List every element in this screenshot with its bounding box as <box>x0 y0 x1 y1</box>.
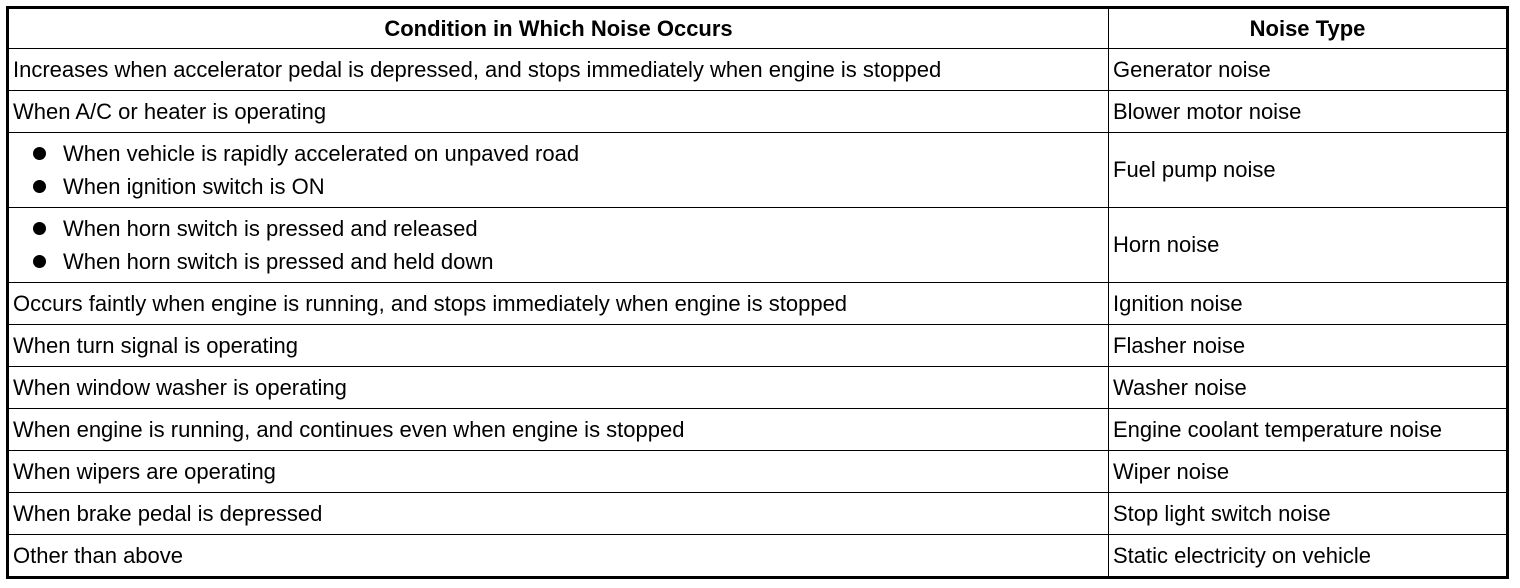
bullet-icon <box>33 147 46 160</box>
noise-type-cell: Fuel pump noise <box>1109 133 1508 208</box>
condition-cell: When A/C or heater is operating <box>8 91 1109 133</box>
bullet-item <box>13 170 1104 203</box>
table-row <box>8 535 1508 578</box>
table-row <box>8 367 1508 409</box>
noise-type-cell: Blower motor noise <box>1109 91 1508 133</box>
header-noise-type: Noise Type <box>1109 8 1508 49</box>
table-row <box>8 451 1508 493</box>
noise-type-cell: Generator noise <box>1109 49 1508 91</box>
table-row <box>8 283 1508 325</box>
bullet-text: When vehicle is rapidly accelerated on unpaved road <box>63 141 580 166</box>
bullet-icon <box>33 180 46 193</box>
condition-bullet-list <box>13 137 1104 203</box>
noise-type-cell: Flasher noise <box>1109 325 1508 367</box>
bullet-text: When horn switch is pressed and held down <box>63 249 494 274</box>
noise-type-cell: Wiper noise <box>1109 451 1508 493</box>
table-row <box>8 133 1508 208</box>
noise-type-cell: Stop light switch noise <box>1109 493 1508 535</box>
noise-type-cell: Ignition noise <box>1109 283 1508 325</box>
noise-type-cell: Engine coolant temperature noise <box>1109 409 1508 451</box>
condition-cell: When brake pedal is depressed <box>8 493 1109 535</box>
noise-type-cell: Static electricity on vehicle <box>1109 535 1508 578</box>
bullet-icon <box>33 222 46 235</box>
condition-cell: When window washer is operating <box>8 367 1109 409</box>
bullet-item <box>13 137 1104 170</box>
table-header-row <box>8 8 1508 49</box>
condition-cell: Occurs faintly when engine is running, and stops immediately when engine is stopped <box>8 283 1109 325</box>
condition-bullet-list <box>13 212 1104 278</box>
condition-cell <box>8 133 1109 208</box>
bullet-text: When ignition switch is ON <box>63 174 325 199</box>
condition-cell: Increases when accelerator pedal is depressed, and stops immediately when engine is stopped <box>8 49 1109 91</box>
condition-cell: When wipers are operating <box>8 451 1109 493</box>
condition-cell: When engine is running, and continues even when engine is stopped <box>8 409 1109 451</box>
table-row <box>8 493 1508 535</box>
noise-diagnosis-table <box>6 6 1509 579</box>
bullet-text: When horn switch is pressed and released <box>63 216 478 241</box>
condition-cell: Other than above <box>8 535 1109 578</box>
noise-type-cell: Washer noise <box>1109 367 1508 409</box>
header-condition: Condition in Which Noise Occurs <box>8 8 1109 49</box>
bullet-item <box>13 245 1104 278</box>
table-row <box>8 409 1508 451</box>
bullet-icon <box>33 255 46 268</box>
table-row <box>8 49 1508 91</box>
table-row <box>8 325 1508 367</box>
condition-cell: When turn signal is operating <box>8 325 1109 367</box>
table-row <box>8 91 1508 133</box>
bullet-item <box>13 212 1104 245</box>
condition-cell <box>8 208 1109 283</box>
table-row <box>8 208 1508 283</box>
noise-type-cell: Horn noise <box>1109 208 1508 283</box>
